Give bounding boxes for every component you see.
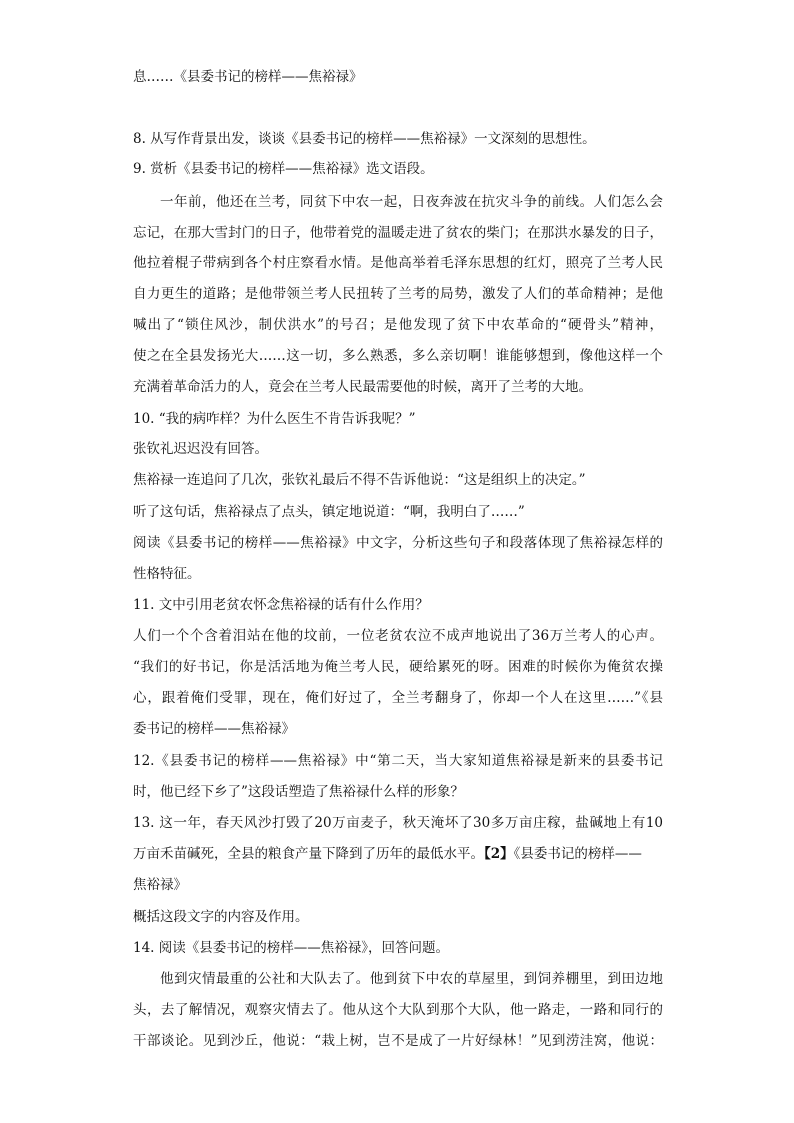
text-line: 听了这句话，焦裕禄点了点头，镇定地说道：“啊，我明白了……” — [133, 504, 525, 520]
text-segment: 万亩禾苗碱死，全县的粮食产量下降到了历年的最低水平。 — [133, 846, 484, 862]
passage-line: 忘记，在那大雪封门的日子，他带着党的温暖走进了贫农的柴门；在那洪水暴发的日子， — [133, 225, 663, 241]
text-line: 张钦礼迟迟没有回答。 — [133, 441, 268, 457]
text-line: 焦裕禄一连追问了几次，张钦礼最后不得不告诉他说：“这是组织上的决定。” — [133, 472, 586, 488]
text-line: 阅读《县委书记的榜样——焦裕禄》中文字，分析这些句子和段落体现了焦裕禄怎样的 — [133, 535, 663, 551]
text-line: 性格特征。 — [133, 566, 201, 582]
text-line: 焦裕禄》 — [133, 877, 187, 893]
text-segment: 《县委书记的榜样—— — [513, 846, 642, 862]
question-10: 10. “我的病咋样？为什么医生不肯告诉我呢？” — [133, 411, 416, 427]
passage-line: 使之在全县发扬光大……这一切，多么熟悉，多么亲切啊！谁能够想到，像他这样一个 — [133, 348, 663, 364]
text-line: 概括这段文字的内容及作用。 — [133, 909, 309, 925]
passage-line: 他到灾情最重的公社和大队去了。他到贫下中农的草屋里，到饲养棚里，到田边地 — [160, 971, 663, 987]
text-line: 息……《县委书记的榜样——焦裕禄》 — [133, 69, 363, 85]
question-8: 8. 从写作背景出发，谈谈《县委书记的榜样——焦裕禄》一文深刻的思想性。 — [133, 131, 596, 147]
passage-line: 头，去了解情况，观察灾情去了。他从这个大队到那个大队，他一路走，一路和同行的 — [133, 1002, 663, 1018]
text-line: 时，他已经下乡了”这段话塑造了焦裕禄什么样的形象？ — [133, 784, 464, 800]
question-9: 9. 赏析《县委书记的榜样——焦裕禄》选文语段。 — [133, 161, 434, 177]
citation-marker: 【2】 — [484, 846, 514, 862]
passage-line: 自力更生的道路；是他带领兰考人民扭转了兰考的局势，激发了人们的革命精神；是他 — [133, 286, 663, 302]
question-12: 12.《县委书记的榜样——焦裕禄》中“第二天，当大家知道焦裕禄是新来的县委书记 — [133, 753, 663, 769]
question-13: 13. 这一年，春天风沙打毁了20万亩麦子，秋天淹坏了30多万亩庄稼，盐碱地上有10 — [133, 815, 663, 831]
passage-line: 他拉着棍子带病到各个村庄察看水情。是他高举着毛泽东思想的红灯，照亮了兰考人民 — [133, 255, 663, 271]
passage-line: 喊出了“锁住风沙，制伏洪水”的号召；是他发现了贫下中农革命的“硬骨头”精神， — [133, 317, 663, 333]
question-14: 14. 阅读《县委书记的榜样——焦裕禄》，回答问题。 — [133, 940, 450, 956]
passage-line: 充满着革命活力的人，竟会在兰考人民最需要他的时候，离开了兰考的大地。 — [133, 379, 592, 395]
text-line: “我们的好书记，你是活活地为俺兰考人民，硬给累死的呀。困难的时候你为俺贫农操 — [133, 659, 663, 675]
question-11: 11. 文中引用老贫农怀念焦裕禄的话有什么作用？ — [133, 597, 429, 613]
text-line: 人们一个个含着泪站在他的坟前，一位老贫农泣不成声地说出了36万兰考人的心声。 — [133, 628, 663, 644]
passage-line: 一年前，他还在兰考，同贫下中农一起，日夜奔波在抗灾斗争的前线。人们怎么会 — [160, 194, 663, 210]
text-line — [133, 844, 663, 864]
text-line: 心，跟着俺们受罪，现在，俺们好过了，全兰考翻身了，你却一个人在这里……”《县 — [133, 690, 663, 706]
passage-line: 干部谈论。见到沙丘，他说：“栽上树，岂不是成了一片好绿林！”见到涝洼窝，他说： — [133, 1033, 663, 1049]
text-line: 委书记的榜样——焦裕禄》 — [133, 721, 295, 737]
